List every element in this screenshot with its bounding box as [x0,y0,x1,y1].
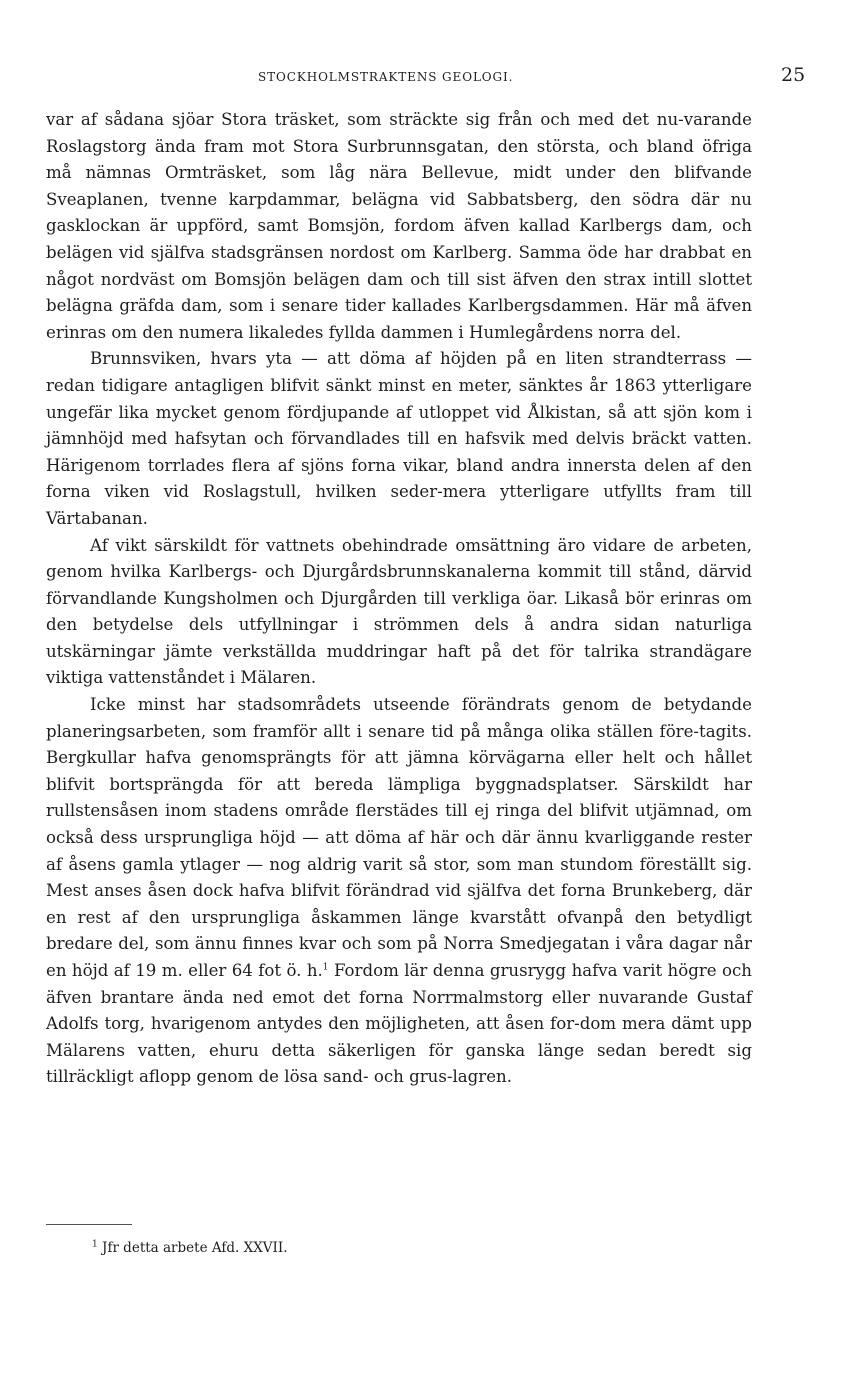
footnote [92,1238,288,1258]
running-head [0,66,847,88]
footnote-reference: 1 [322,962,329,973]
body-text [46,107,752,1091]
paragraph-4-continuation: Fordom lär denna grusrygg hafva varit högre och äfven brantare ända ned emot det forna Norrmalmstorg eller nuvarande Gustaf Adolfs torg, hvarigenom antydes den möjligheten, att åsen for-dom mera dämt upp Mälarens vatten, ehuru detta säkerligen för ganska länge sedan beredt sig tillräckligt aflopp genom de lösa sand- och grus-lagren. [46,961,752,1087]
paragraph-3: Af vikt särskildt för vattnets obehindrade omsättning äro vidare de arbeten, genom hvilka Karlbergs- och Djurgårdsbrunnskanalerna kommit till stånd, därvid förvandlande Kungsholmen och Djurgården till verkliga öar. Likaså bör erinras om den betydelse dels utfyllningar i strömmen dels å andra sidan naturliga utskärningar jämte verkställda muddringar haft på det för talrika strandägare viktiga vattenståndet i Mälaren. [46,535,752,688]
footnote-rule [46,1224,132,1225]
paragraph-1: var af sådana sjöar Stora träsket, som sträckte sig från och med det nu-varande Roslagstorg ända fram mot Stora Surbrunnsgatan, den största, och bland öfriga må nämnas Ormträsket, som låg nära Bellevue, midt under den blifvande Sveaplanen, tvenne karpdammar, belägna vid Sabbatsberg, den södra där nu gasklockan är uppförd, samt Bomsjön, fordom äfven kallad Karlbergs dam, och belägen vid själfva stadsgränsen nordost om Karlberg. Samma öde har drabbat en något nordväst om Bomsjön belägen dam och till sist äfven den strax intill slottet belägna gräfda dam, som i senare tider kallades Karlbergsdammen. Här må äfven erinras om den numera likaledes fyllda dammen i Humlegårdens norra del. [46,110,752,342]
footnote-marker: 1 [92,1239,98,1250]
page-number: 25 [781,64,806,86]
footnote-text: Jfr detta arbete Afd. XXVII. [102,1240,288,1256]
paragraph-4 [46,692,752,1091]
paragraph-4-text: Icke minst har stadsområdets utseende förändrats genom de betydande planeringsarbeten, som framför allt i senare tid på många olika ställen före-tagits. Bergkullar hafva genomsprängts för att jämna körvägarna eller helt och hållet blifvit bortsprängda för att bereda lämpliga byggnadsplatser. Särskildt har rullstensåsen inom stadens område flerstädes till ej ringa del blifvit utjämnad, om också dess ursprungliga höjd — att döma af här och där ännu kvarliggande rester af åsens gamla ytlager — nog aldrig varit så stor, som man stundom föreställt sig. Mest anses åsen dock hafva blifvit förändrad vid själfva det forna Brunkeberg, där en rest af den ursprungliga åskammen länge kvarstått ofvanpå den betydligt bredare del, som ännu finnes kvar och som på Norra Smedjegatan i våra dagar når en höjd af 19 m. eller 64 fot ö. h. [46,695,752,980]
running-title: STOCKHOLMSTRAKTENS GEOLOGI. [258,70,514,84]
paragraph-2: Brunnsviken, hvars yta — att döma af höjden på en liten strandterrass — redan tidigare antagligen blifvit sänkt minst en meter, sänktes år 1863 ytterligare ungefär lika mycket genom fördjupande af utloppet vid Ålkistan, så att sjön kom i jämnhöjd med hafsytan och förvandlades till en hafsvik med delvis bräckt vatten. Härigenom torrlades flera af sjöns forna vikar, bland andra innersta delen af den forna viken vid Roslagstull, hvilken seder-mera ytterligare utfyllts fram till Värtabanan. [46,349,752,528]
